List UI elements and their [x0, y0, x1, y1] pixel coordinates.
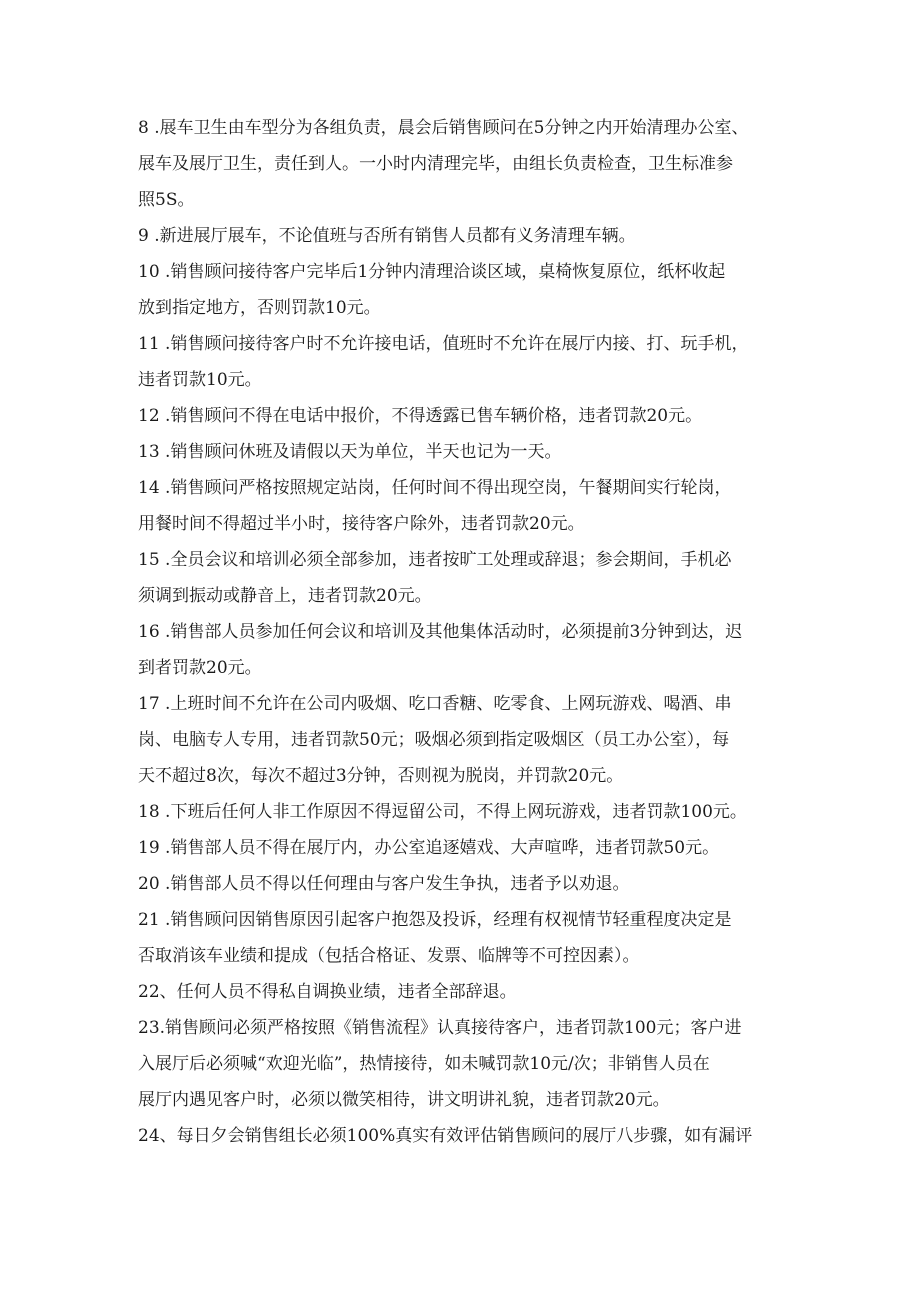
- text-line: 否取消该车业绩和提成（包括合格证、发票、临牌等不可控因素）。: [138, 946, 640, 966]
- text-line: 16 .销售部人员参加任何会议和培训及其他集体活动时，必须提前3分钟到达，迟: [138, 622, 743, 642]
- text-line: 放到指定地方，否则罚款10元。: [138, 298, 381, 318]
- text-line: 10 .销售顾问接待客户完毕后1分钟内清理洽谈区域，桌椅恢复原位，纸杯收起: [138, 262, 726, 282]
- text-line: 13 .销售顾问休班及请假以天为单位，半天也记为一天。: [138, 442, 562, 462]
- text-line: 11 .销售顾问接待客户时不允许接电话，值班时不允许在展厅内接、打、玩手机，: [138, 334, 749, 354]
- text-line: 违者罚款10元。: [138, 370, 262, 390]
- text-line: 入展厅后必须喊“欢迎光临”，热情接待，如未喊罚款10元/次；非销售人员在: [138, 1054, 710, 1074]
- text-line: 岗、电脑专人专用，违者罚款50元；吸烟必须到指定吸烟区（员工办公室），每: [138, 730, 730, 750]
- document-body: [138, 110, 788, 1154]
- text-line: 到者罚款20元。: [138, 658, 262, 678]
- text-line: 23.销售顾问必须严格按照《销售流程》认真接待客户，违者罚款100元；客户进: [138, 1018, 742, 1038]
- text-line: 8 .展车卫生由车型分为各组负责，晨会后销售顾问在5分钟之内开始清理办公室、: [138, 118, 749, 138]
- text-line: 12 .销售顾问不得在电话中报价，不得透露已售车辆价格，违者罚款20元。: [138, 406, 703, 426]
- text-line: 14 .销售顾问严格按照规定站岗，任何时间不得出现空岗，午餐期间实行轮岗，: [138, 478, 732, 498]
- text-line: 17 .上班时间不允许在公司内吸烟、吃口香糖、吃零食、上网玩游戏、喝酒、串: [138, 694, 732, 714]
- text-line: 天不超过8次，每次不超过3分钟，否则视为脱岗，并罚款20元。: [138, 766, 624, 786]
- text-line: 20 .销售部人员不得以任何理由与客户发生争执，违者予以劝退。: [138, 874, 630, 894]
- text-line: 须调到振动或静音上，违者罚款20元。: [138, 586, 432, 606]
- text-line: 21 .销售顾问因销售原因引起客户抱怨及投诉，经理有权视情节轻重程度决定是: [138, 910, 732, 930]
- text-line: 18 .下班后任何人非工作原因不得逗留公司，不得上网玩游戏，违者罚款100元。: [138, 802, 747, 822]
- text-line: 展车及展厅卫生，责任到人。一小时内清理完毕，由组长负责检查，卫生标准参: [138, 154, 733, 174]
- text-line: 照5S。: [138, 190, 195, 210]
- text-line: 19 .销售部人员不得在展厅内，办公室追逐嬉戏、大声喧哗，违者罚款50元。: [138, 838, 720, 858]
- text-line: 9 .新进展厅展车，不论值班与否所有销售人员都有义务清理车辆。: [138, 226, 636, 246]
- text-line: 24、每日夕会销售组长必须100%真实有效评估销售顾问的展厅八步骤，如有漏评: [138, 1126, 753, 1146]
- text-line: 用餐时间不得超过半小时，接待客户除外，违者罚款20元。: [138, 514, 585, 534]
- text-line: 15 .全员会议和培训必须全部参加，违者按旷工处理或辞退；参会期间，手机必: [138, 550, 732, 570]
- text-line: 展厅内遇见客户时，必须以微笑相待，讲文明讲礼貌，违者罚款20元。: [138, 1090, 670, 1110]
- text-line: 22、任何人员不得私自调换业绩，违者全部辞退。: [138, 982, 517, 1002]
